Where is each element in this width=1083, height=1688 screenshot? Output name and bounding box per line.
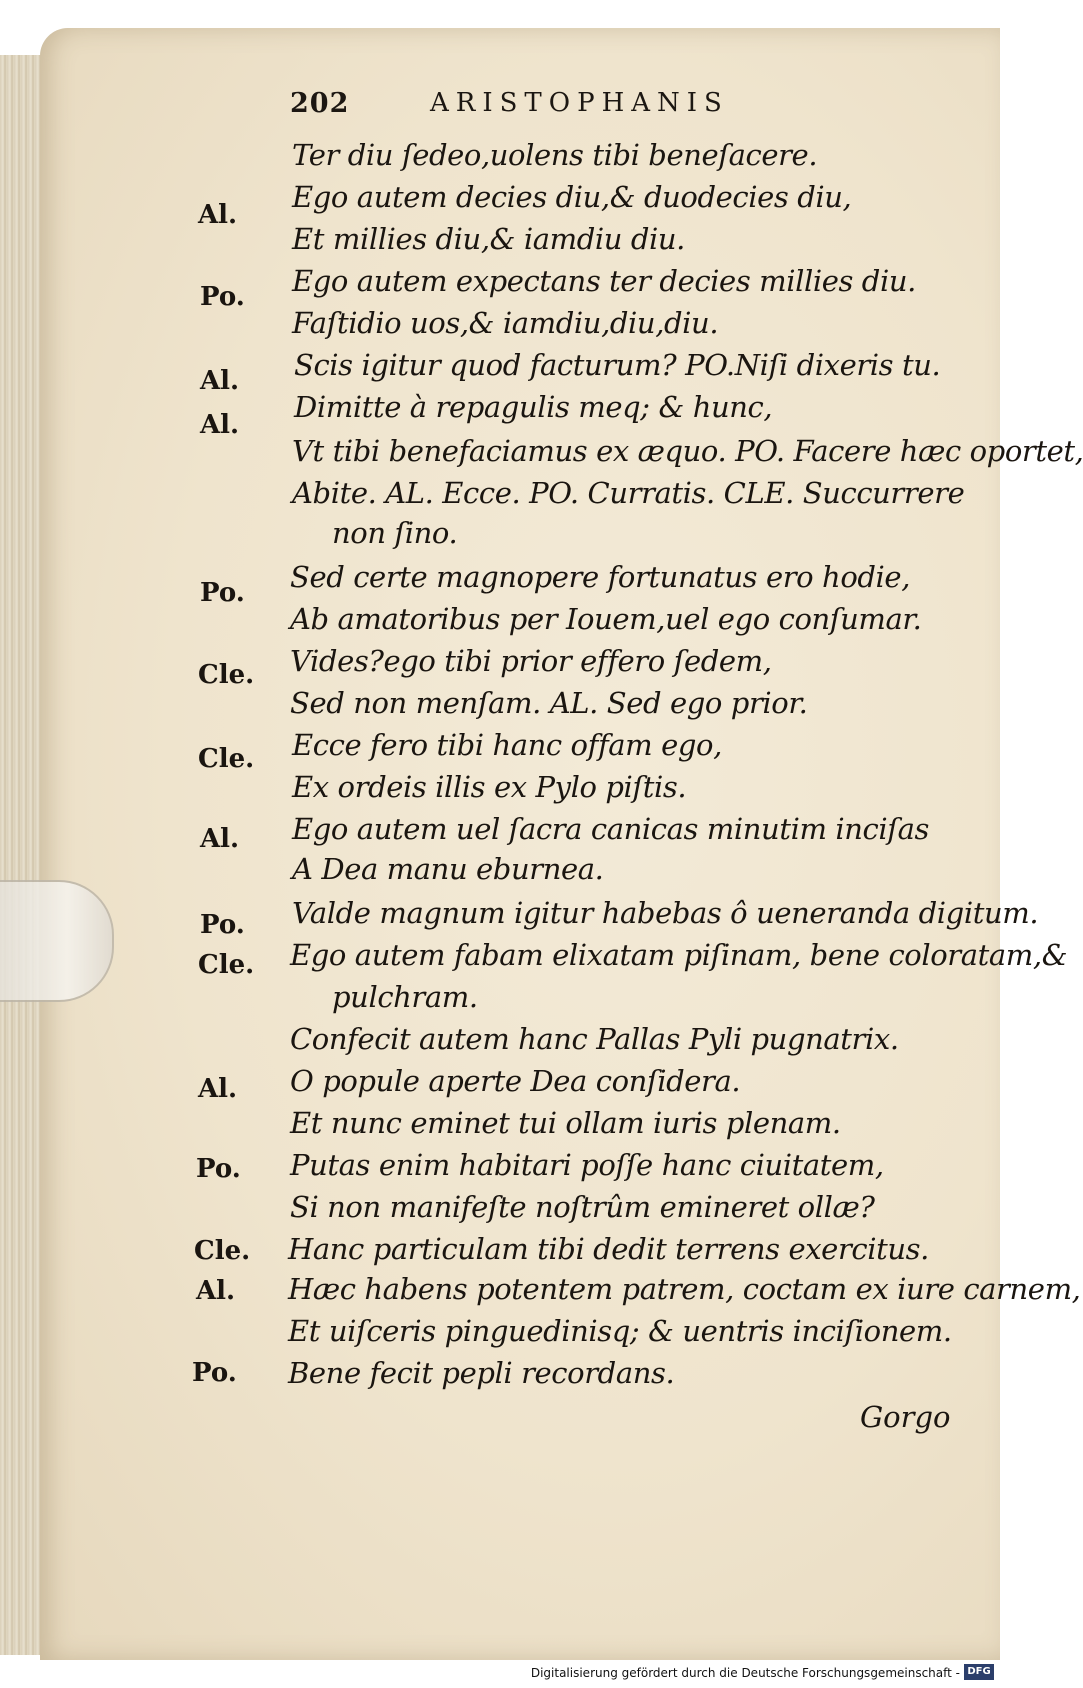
speaker-label: Po. [200, 282, 245, 312]
text-line: Ego autem uel ſacra canicas minutim inciſas [292, 812, 929, 846]
speaker-label: Po. [200, 910, 245, 940]
speaker-label: Cle. [198, 744, 255, 774]
speaker-label: Al. [200, 824, 240, 854]
text-line: Ab amatoribus per Iouem,uel ego conſumar. [290, 602, 922, 636]
speaker-label: Po. [196, 1154, 241, 1184]
text-line: Faſtidio uos,& iamdiu,diu,diu. [292, 306, 719, 340]
speaker-label: Al. [196, 1276, 236, 1306]
text-line: Et millies diu,& iamdiu diu. [292, 222, 686, 256]
speaker-label: Al. [198, 200, 238, 230]
text-line: Vt tibi benefaciamus ex æquo. PO. Facere hæc oportet, [292, 434, 1083, 468]
speaker-label: Al. [198, 1074, 238, 1104]
dfg-logo: DFG [964, 1664, 994, 1680]
text-line: Ter diu ſedeo,uolens tibi beneſacere. [292, 138, 818, 172]
speaker-label: Po. [200, 578, 245, 608]
text-line: Et uiſceris pinguedinisq; & uentris inciſionem. [288, 1314, 952, 1348]
page-number: 202 [290, 88, 350, 119]
text-line: Abite. AL. Ecce. PO. Curratis. CLE. Succurrere [292, 476, 965, 510]
text-line: Confecit autem hanc Pallas Pyli pugnatrix. [290, 1022, 899, 1056]
catchword: Gorgo [860, 1400, 951, 1434]
text-line: non ſino. [332, 516, 458, 550]
speaker-label: Cle. [194, 1236, 251, 1266]
text-line: Dimitte à repagulis meq; & hunc, [294, 390, 773, 424]
footer-credit: Digitalisierung gefördert durch die Deutsche Forschungsgemeinschaft - [530, 1666, 960, 1680]
text-line: Valde magnum igitur habebas ô ueneranda digitum. [292, 896, 1039, 930]
text-line: Sed certe magnopere fortunatus ero hodie, [290, 560, 911, 594]
text-line: Bene fecit pepli recordans. [288, 1356, 675, 1390]
text-line: Et nunc eminet tui ollam iuris plenam. [290, 1106, 841, 1140]
text-line: A Dea manu eburnea. [292, 852, 604, 886]
running-title: ARISTOPHANIS [430, 88, 729, 118]
text-line: Ego autem expectans ter decies millies diu. [292, 264, 916, 298]
text-line: Scis igitur quod facturum? PO.Niſi dixeris tu. [294, 348, 941, 382]
speaker-label: Cle. [198, 660, 255, 690]
text-line: Putas enim habitari poſſe hanc ciuitatem, [290, 1148, 884, 1182]
text-line: pulchram. [332, 980, 478, 1014]
speaker-label: Al. [200, 366, 240, 396]
footer-bar [0, 1660, 1000, 1688]
text-line: Vides?ego tibi prior effero ſedem, [290, 644, 772, 678]
speaker-label: Al. [200, 410, 240, 440]
speaker-label: Cle. [198, 950, 255, 980]
text-line: Sed non menſam. AL. Sed ego prior. [290, 686, 808, 720]
text-line: Ego autem fabam elixatam piſinam, bene coloratam,& [290, 938, 1068, 972]
text-line: Ecce fero tibi hanc offam ego, [292, 728, 722, 762]
text-line: Ex ordeis illis ex Pylo piſtis. [292, 770, 687, 804]
text-line: Ego autem decies diu,& duodecies diu, [292, 180, 852, 214]
speaker-label: Po. [192, 1358, 237, 1388]
text-line: Hanc particulam tibi dedit terrens exercitus. [288, 1232, 929, 1266]
text-line: Hæc habens potentem patrem, coctam ex iure carnem, [288, 1272, 1081, 1306]
text-line: Si non manifeſte noſtrûm emineret ollæ? [290, 1190, 875, 1224]
text-line: O popule aperte Dea conſidera. [290, 1064, 741, 1098]
